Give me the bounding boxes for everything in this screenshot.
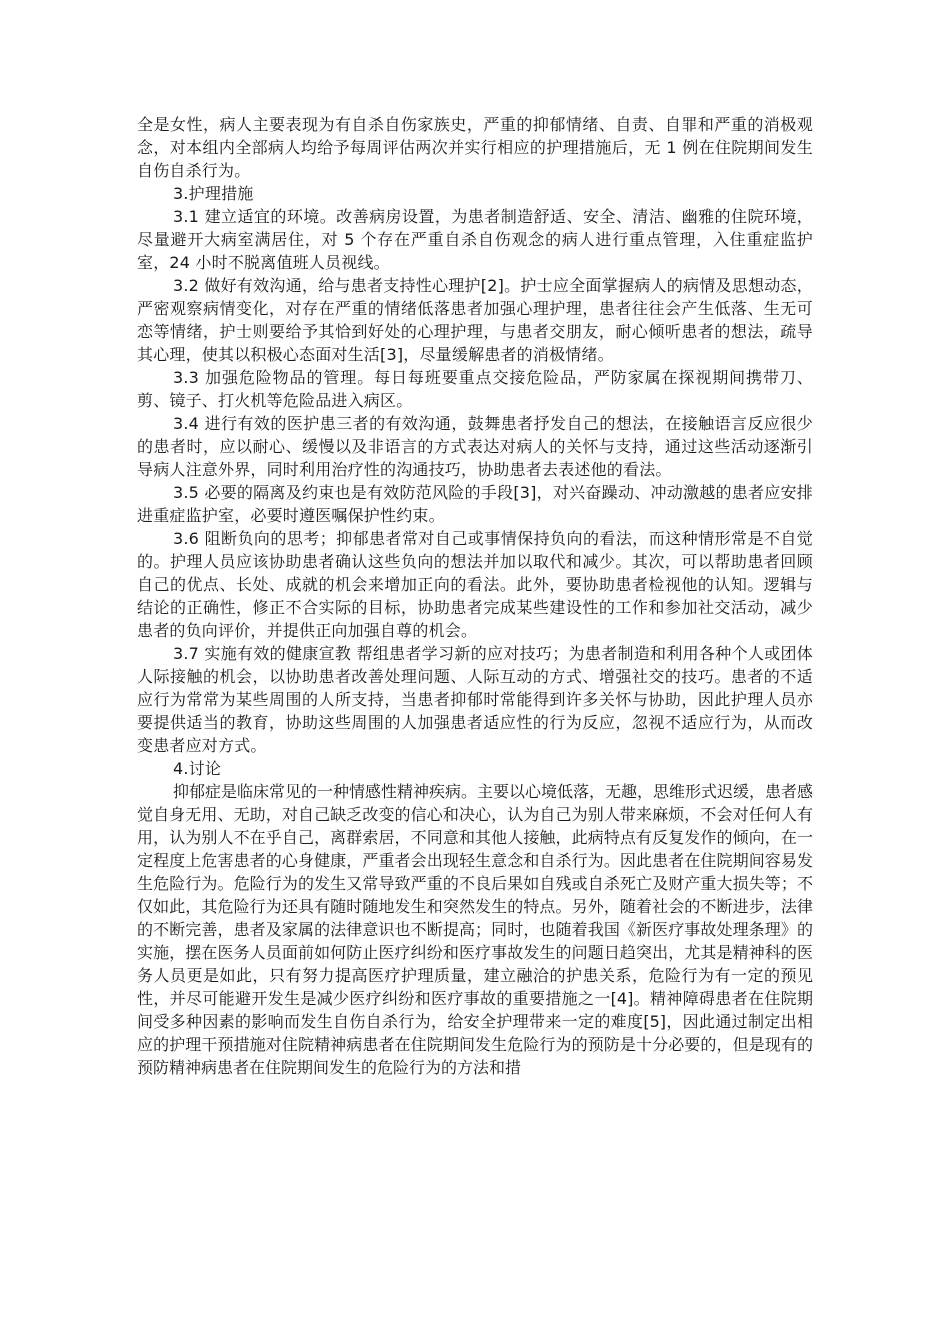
section-heading-nursing-measures: 3.护理措施	[173, 184, 254, 203]
paragraph-3-6: 3.6 阻断负向的思考；抑郁患者常对自己或事情保持负向的看法，而这种情形常是不自觉的。护理人员应该协助患者确认这些负向的想法并加以取代和减少。其次，可以帮助患者回顾自己的优点、长处、成就的机会来增加正向的看法。此外，要协助患者检视他的认知。逻辑与结论的正确性，修正不合实际的目标，协助患者完成某些建设性的工作和参加社交活动，减少患者的负向评价，并提供正向加强自尊的机会。	[137, 529, 813, 640]
paragraph-3-7: 3.7 实施有效的健康宣教 帮组患者学习新的应对技巧；为患者制造和利用各种个人或团体人际接触的机会，以协助患者改善处理问题、人际互动的方式、增强社交的技巧。患者的不适应行为常常为某些周围的人所支持，当患者抑郁时常能得到许多关怀与协助，因此护理人员亦要提供适当的教育，协助这些周围的人加强患者适应性的行为反应，忽视不适应行为，从而改变患者应对方式。	[137, 644, 813, 755]
paragraph-3-5: 3.5 必要的隔离及约束也是有效防范风险的手段[3]，对兴奋躁动、冲动激越的患者应安排进重症监护室，必要时遵医嘱保护性约束。	[137, 483, 813, 525]
paragraph-3-3: 3.3 加强危险物品的管理。每日每班要重点交接危险品，严防家属在探视期间携带刀、剪、镜子、打火机等危险品进入病区。	[137, 368, 813, 410]
paragraph-3-2: 3.2 做好有效沟通，给与患者支持性心理护[2]。护士应全面掌握病人的病情及思想动态，严密观察病情变化，对存在严重的情绪低落患者加强心理护理，患者往往会产生低落、生无可恋等情绪，护士则要给予其恰到好处的心理护理，与患者交朋友，耐心倾听患者的想法，疏导其心理，使其以积极心态面对生活[3]，尽量缓解患者的消极情绪。	[137, 276, 813, 364]
section-heading-discussion: 4.讨论	[173, 759, 222, 778]
paragraph-discussion: 抑郁症是临床常见的一种情感性精神疾病。主要以心境低落，无趣，思维形式迟缓，患者感觉自身无用、无助，对自己缺乏改变的信心和决心，认为自己为别人带来麻烦，不会对任何人有用，认为别人不在乎自己，离群索居，不同意和其他人接触，此病特点有反复发作的倾向，在一定程度上危害患者的心身健康，严重者会出现轻生意念和自杀行为。因此患者在住院期间容易发生危险行为。危险行为的发生又常导致严重的不良后果如自残或自杀死亡及财产重大损失等；不仅如此，其危险行为还具有随时随地发生和突然发生的特点。另外，随着社会的不断进步，法律的不断完善，患者及家属的法律意识也不断提高；同时，也随着我国《新医疗事故处理条理》的实施，摆在医务人员面前如何防止医疗纠纷和医疗事故发生的问题日趋突出，尤其是精神科的医务人员更是如此，只有努力提高医疗护理质量，建立融洽的护患关系，危险行为有一定的预见性，并尽可能避开发生是减少医疗纠纷和医疗事故的重要措施之一[4]。精神障碍患者在住院期间受多种因素的影响而发生自伤自杀行为，给安全护理带来一定的难度[5]，因此通过制定出相应的护理干预措施对住院精神病患者在住院期间发生危险行为的预防是十分必要的，但是现有的预防精神病患者在住院期间发生的危险行为的方法和措	[137, 782, 814, 1077]
paragraph-3-1: 3.1 建立适宜的环境。改善病房设置，为患者制造舒适、安全、清洁、幽雅的住院环境，尽量避开大病室满居住，对 5 个存在严重自杀自伤观念的病人进行重点管理，入住重症监护室，24 小时不脱离值班人员视线。	[137, 207, 813, 272]
document-body	[137, 113, 813, 1079]
paragraph-3-4: 3.4 进行有效的医护患三者的有效沟通，鼓舞患者抒发自己的想法，在接触语言反应很少的患者时，应以耐心、缓慢以及非语言的方式表达对病人的关怀与支持，通过这些活动逐渐引导病人注意外界，同时利用治疗性的沟通技巧，协助患者去表述他的看法。	[137, 414, 813, 479]
paragraph-continuation: 全是女性，病人主要表现为有自杀自伤家族史，严重的抑郁情绪、自责、自罪和严重的消极观念，对本组内全部病人均给予每周评估两次并实行相应的护理措施后，无 1 例在住院期间发生自伤自杀行为。	[137, 115, 813, 180]
